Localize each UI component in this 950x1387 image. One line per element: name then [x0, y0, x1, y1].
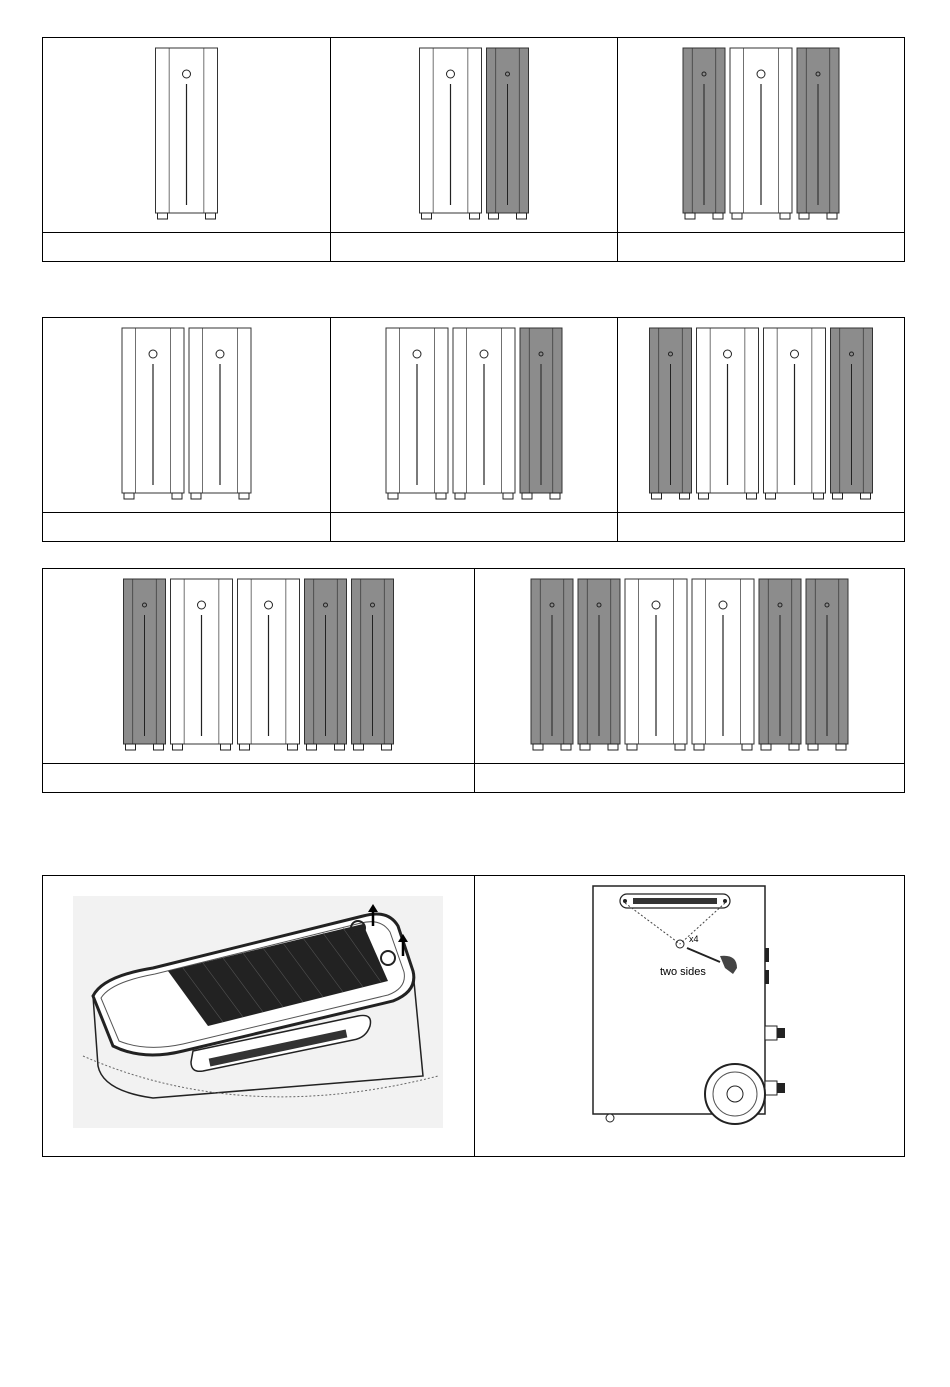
heat-pump-unit	[189, 328, 251, 499]
config-cell	[43, 38, 330, 232]
config-table-row-2	[42, 317, 905, 542]
config-table-row-3	[42, 568, 905, 793]
quantity-label: x4	[689, 934, 699, 944]
heat-pump-unit	[122, 328, 184, 499]
unit-arrangement	[331, 38, 617, 232]
unit-arrangement	[43, 318, 330, 512]
unit-arrangement	[43, 569, 474, 763]
heat-pump-unit-grey	[520, 328, 562, 499]
installation-figure-table	[42, 875, 905, 1157]
note-label: two sides	[660, 966, 706, 978]
heat-pump-unit	[453, 328, 515, 499]
heat-pump-unit-grey	[124, 579, 166, 750]
config-cell	[331, 318, 617, 512]
heat-pump-unit	[386, 328, 448, 499]
heat-pump-unit-grey	[797, 48, 839, 219]
heat-pump-unit	[171, 579, 233, 750]
heat-pump-unit	[156, 48, 218, 219]
config-cell	[43, 318, 330, 512]
heat-pump-unit-grey	[531, 579, 573, 750]
heat-pump-unit-grey	[759, 579, 801, 750]
unit-arrangement	[618, 318, 904, 512]
heat-pump-unit-grey	[650, 328, 692, 499]
heat-pump-unit	[697, 328, 759, 499]
config-cell	[618, 318, 904, 512]
heat-pump-unit-grey	[831, 328, 873, 499]
heat-pump-unit	[420, 48, 482, 219]
unit-arrangement	[331, 318, 617, 512]
heat-pump-unit	[730, 48, 792, 219]
config-cell	[43, 569, 474, 763]
heat-pump-unit	[625, 579, 687, 750]
heat-pump-unit-grey	[578, 579, 620, 750]
heat-pump-unit	[764, 328, 826, 499]
heat-pump-unit-grey	[352, 579, 394, 750]
heat-pump-unit	[238, 579, 300, 750]
top-view-illustration	[43, 876, 473, 1156]
unit-arrangement	[475, 569, 904, 763]
heat-pump-unit-grey	[305, 579, 347, 750]
side-view-illustration	[475, 876, 905, 1156]
config-table-row-1	[42, 37, 905, 262]
heat-pump-unit	[692, 579, 754, 750]
unit-arrangement	[618, 38, 904, 232]
heat-pump-unit-grey	[683, 48, 725, 219]
heat-pump-unit-grey	[806, 579, 848, 750]
config-cell	[331, 38, 617, 232]
unit-arrangement	[43, 38, 330, 232]
config-cell	[475, 569, 904, 763]
config-cell	[618, 38, 904, 232]
heat-pump-unit-grey	[487, 48, 529, 219]
